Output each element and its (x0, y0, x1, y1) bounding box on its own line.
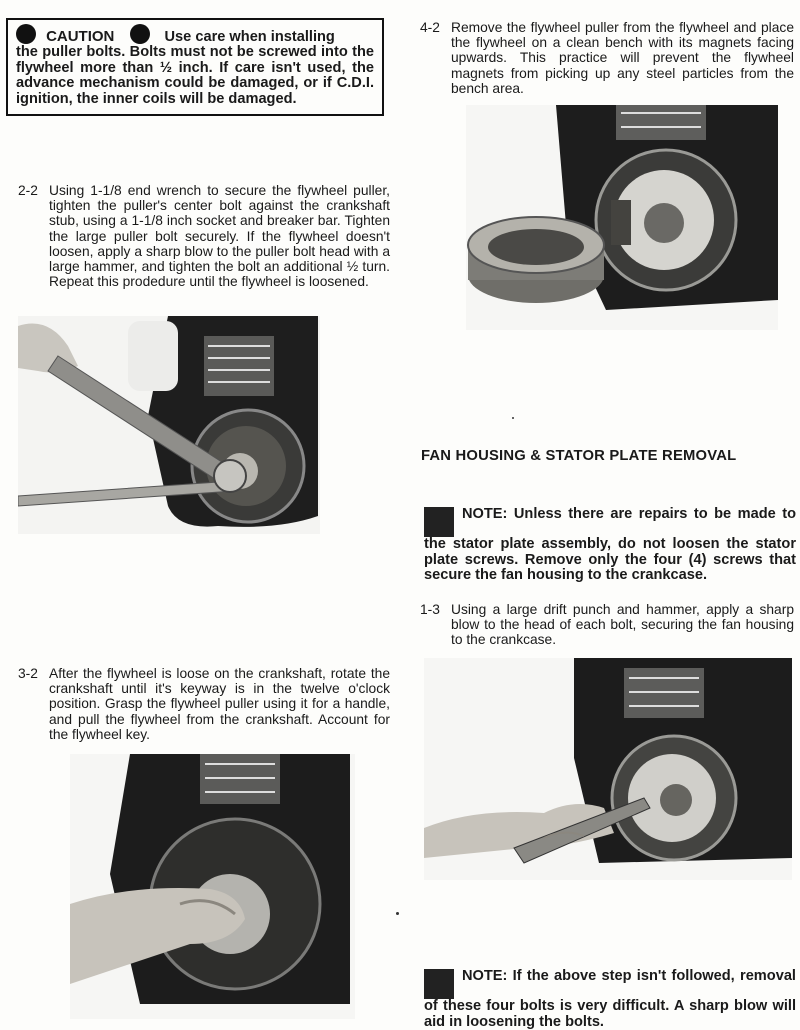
step-text: Using a large drift punch and hammer, apply a sharp blow to the head of each bolt, securing the fan housing to the crankcase. (451, 602, 794, 648)
note-square-icon (424, 507, 454, 537)
note-text: NOTE: If the above step isn't followed, removal of these four bolts is very difficult. A sharp blow will aid in loosening the bolts. (424, 968, 796, 1030)
step-text: After the flywheel is loose on the crankshaft, rotate the crankshaft until it's keyway is in the twelve o'clock position. Grasp the flywheel puller using it for a handle, and pull the flywheel from the crankshaft. Account for the flywheel key. (49, 666, 390, 742)
wrench-on-flywheel-puller-photo (18, 316, 320, 534)
caution-text: the puller bolts. Bolts must not be screwed into the flywheel more than ½ inch. If care isn't used, the advance mechanism could be damaged, or if C.D.I. ignition, the inner coils will be damaged. (16, 44, 374, 107)
caution-bullet-icon (16, 24, 36, 44)
flywheel-on-bench-photo (466, 105, 778, 330)
note-stator-screws (424, 507, 796, 584)
step-2-2 (18, 183, 390, 289)
drift-punch-on-bolt-photo (424, 658, 792, 880)
step-3-2 (18, 666, 390, 742)
note-bolt-removal (424, 969, 796, 1030)
step-4-2 (420, 20, 794, 96)
section-heading: FAN HOUSING & STATOR PLATE REMOVAL (421, 448, 737, 464)
note-text: NOTE: Unless there are repairs to be made to the stator plate assembly, do not loosen the stator plate screws. Remove only the four (4) screws that secure the fan housing to the crankcase. (424, 506, 796, 584)
scan-speck (396, 912, 399, 915)
hand-pulling-flywheel-photo (70, 754, 355, 1019)
step-1-3 (420, 602, 794, 648)
caution-lead: Use care when installing (164, 29, 335, 45)
caution-word: CAUTION (46, 28, 115, 45)
step-number: 4-2 (420, 20, 440, 35)
scan-speck (512, 417, 514, 419)
step-number: 1-3 (420, 602, 440, 617)
step-text: Remove the flywheel puller from the flywheel and place the flywheel on a clean bench with its magnets facing upwards. This practice will prevent the flywheel magnets from picking up any steel particles from the bench area. (451, 20, 794, 96)
caution-bullet-icon (130, 24, 150, 44)
step-number: 3-2 (18, 666, 38, 681)
step-text: Using 1-1/8 end wrench to secure the flywheel puller, tighten the puller's center bolt against the crankshaft stub, using a 1-1/8 inch socket and breaker bar. Tighten the large puller bolt securely. If the flywheel doesn't loosen, apply a sharp blow to the puller bolt head with a large hammer, and tighten the bolt an additional ½ turn. Repeat this prodedure until the flywheel is loosened. (49, 183, 390, 290)
note-square-icon (424, 969, 454, 999)
caution-box (6, 18, 384, 116)
step-number: 2-2 (18, 183, 38, 198)
